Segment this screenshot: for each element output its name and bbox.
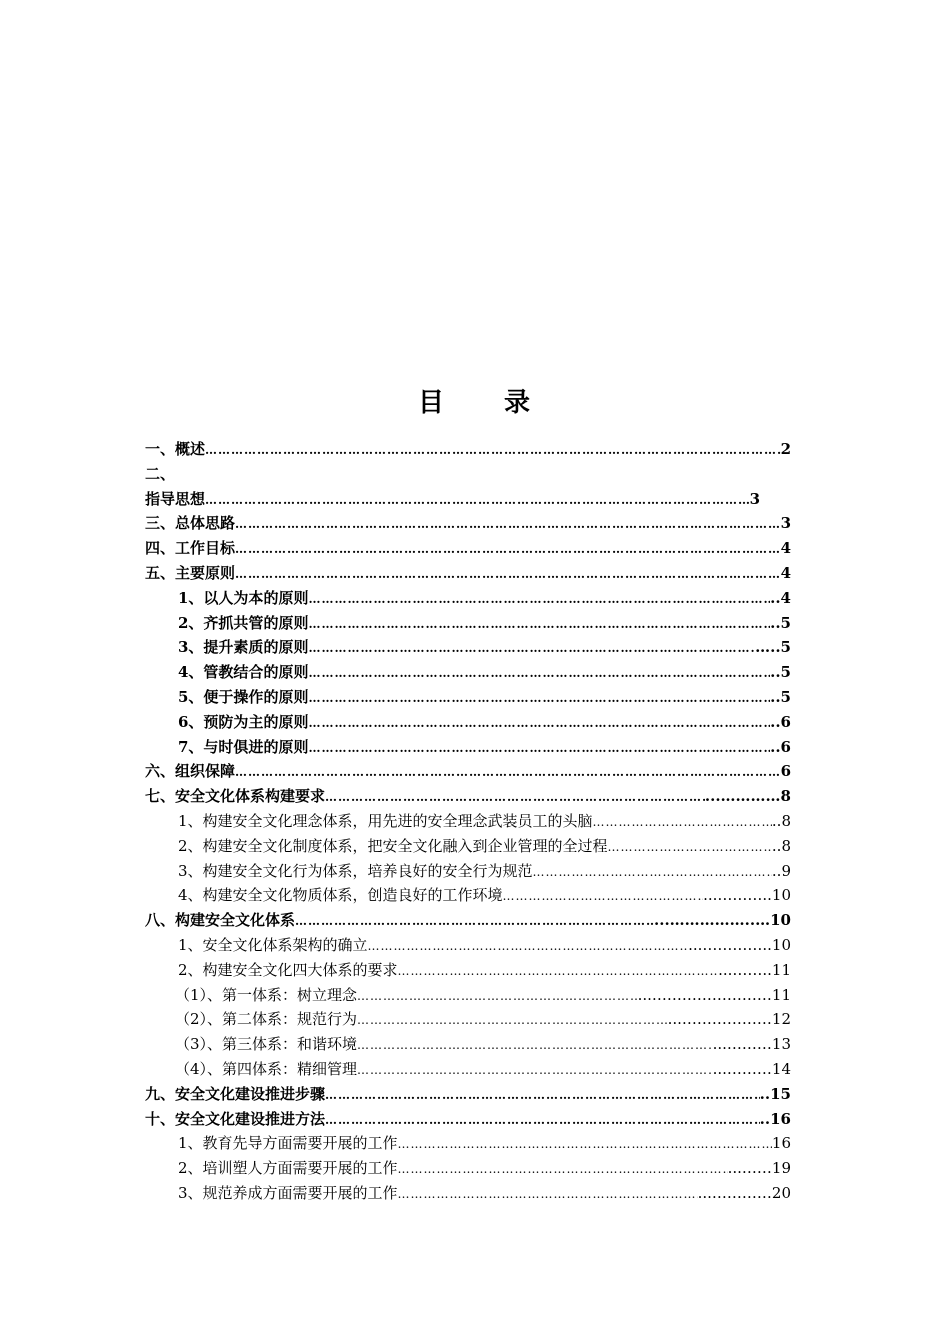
toc-entry-page: ..6 xyxy=(770,712,791,731)
toc-entry-page: ..15 xyxy=(759,1084,791,1103)
toc-entry[interactable] xyxy=(145,933,791,958)
toc-entry[interactable] xyxy=(145,487,760,512)
toc-dot-leader xyxy=(295,909,654,934)
toc-entry[interactable] xyxy=(145,784,791,809)
toc-entry-page: ..9 xyxy=(771,861,791,880)
toc-entry-page: ...…………8 xyxy=(704,787,791,806)
toc-dot-leader xyxy=(205,438,781,463)
toc-entry-page: 6 xyxy=(780,762,791,781)
toc-entry-label: 1、教育先导方面需要开展的工作 xyxy=(178,1134,398,1153)
toc-entry[interactable] xyxy=(145,1181,791,1206)
toc-entry-label: 4、构建安全文化物质体系，创造良好的工作环境 xyxy=(178,886,503,905)
toc-dot-leader xyxy=(357,1058,713,1083)
toc-dot-leader xyxy=(235,562,781,587)
toc-entry[interactable] xyxy=(145,759,791,784)
toc-entry-page: ..5 xyxy=(770,613,791,632)
toc-entry-label: 3、规范养成方面需要开展的工作 xyxy=(178,1183,398,1202)
toc-entry-label: 四、工作目标 xyxy=(145,539,236,558)
toc-entry-page: ..8 xyxy=(771,811,791,830)
toc-entry[interactable] xyxy=(145,511,791,536)
toc-entry-page: ...………………12 xyxy=(667,1010,791,1029)
toc-entry-page: ..16 xyxy=(759,1109,791,1128)
toc-entry-label: 1、以人为本的原则 xyxy=(178,588,309,607)
toc-entry[interactable] xyxy=(145,983,791,1008)
toc-dot-leader xyxy=(357,1033,713,1058)
toc-entry-label: 九、安全文化建设推进步骤 xyxy=(145,1084,326,1103)
toc-dot-leader xyxy=(308,736,770,761)
toc-dot-leader xyxy=(503,884,704,909)
toc-entry-label: 二、 xyxy=(145,464,176,483)
toc-dot-leader xyxy=(308,612,770,637)
toc-entry-label: 2、构建安全文化制度体系，把安全文化融入到企业管理的全过程 xyxy=(178,836,608,855)
toc-dot-leader xyxy=(325,1108,760,1133)
toc-entry-page: ..5 xyxy=(770,663,791,682)
toc-entry-page: ...……………..…10 xyxy=(654,911,791,930)
toc-entry-page: 2 xyxy=(780,440,791,458)
toc-entry[interactable] xyxy=(145,561,791,586)
toc-dot-leader xyxy=(308,636,755,661)
toc-entry[interactable] xyxy=(145,908,791,933)
toc-entry-page: ..5 xyxy=(770,687,791,706)
toc-dot-leader xyxy=(235,537,781,562)
toc-dot-leader xyxy=(398,1157,728,1182)
toc-entry-page: 16 xyxy=(771,1134,791,1153)
toc-dot-leader xyxy=(235,512,781,537)
toc-title-right: 录 xyxy=(504,388,533,418)
toc-dot-leader xyxy=(608,835,772,860)
toc-entry-page: ...……..11 xyxy=(718,960,791,979)
toc-entry-label: 5、便于操作的原则 xyxy=(178,687,309,706)
toc-entry[interactable] xyxy=(145,611,791,636)
toc-entry[interactable] xyxy=(145,1082,791,1107)
toc-dot-leader xyxy=(308,661,770,686)
toc-entry-page: ..6 xyxy=(770,737,791,756)
toc-dot-leader xyxy=(533,860,772,885)
toc-entry-label: 十、安全文化建设推进方法 xyxy=(145,1109,326,1128)
toc-entry[interactable] xyxy=(145,635,791,660)
toc-dot-leader xyxy=(325,785,705,810)
toc-dot-leader xyxy=(205,488,750,513)
toc-entry[interactable] xyxy=(145,958,791,983)
toc-dot-leader xyxy=(308,686,770,711)
toc-entry-page: ...………..10 xyxy=(703,886,791,905)
toc-entry-label: 6、预防为主的原则 xyxy=(178,712,309,731)
toc-entry[interactable] xyxy=(145,859,791,884)
toc-dot-leader xyxy=(235,760,781,785)
toc-entry-label: 7、与时俱进的原则 xyxy=(178,737,309,756)
toc-entry-label: 1、安全文化体系架构的确立 xyxy=(178,935,368,954)
toc-dot-leader xyxy=(398,1132,772,1157)
table-of-contents xyxy=(145,437,791,1206)
toc-entry-label: 2、构建安全文化四大体系的要求 xyxy=(178,960,398,979)
toc-entry-label: （1）、第一体系：树立理念 xyxy=(175,985,358,1004)
toc-entry-label: 2、齐抓共管的原则 xyxy=(178,613,309,632)
toc-entry-page: ...…………..10 xyxy=(688,935,791,954)
toc-entry-label: 指导思想 xyxy=(145,489,206,508)
toc-entry[interactable] xyxy=(145,586,791,611)
toc-dot-leader xyxy=(308,587,770,612)
toc-entry-page: 4 xyxy=(780,539,791,558)
toc-entry[interactable] xyxy=(145,437,791,462)
toc-entry-label: （4）、第四体系：精细管理 xyxy=(175,1059,358,1078)
toc-entry[interactable] xyxy=(145,685,791,710)
toc-entry-label: 4、管教结合的原则 xyxy=(178,663,309,682)
toc-entry-page: …..5 xyxy=(755,638,791,657)
toc-entry-page: ..8 xyxy=(771,836,791,855)
toc-entry-label: 六、组织保障 xyxy=(145,762,236,781)
toc-entry[interactable] xyxy=(145,834,791,859)
toc-entry[interactable] xyxy=(145,883,791,908)
toc-dot-leader xyxy=(593,810,772,835)
toc-entry[interactable] xyxy=(145,735,791,760)
toc-entry-label: 3、构建安全文化行为体系，培养良好的安全行为规范 xyxy=(178,861,533,880)
toc-entry[interactable] xyxy=(145,1156,791,1181)
toc-dot-leader xyxy=(398,959,719,984)
toc-entry-label: 三、总体思路 xyxy=(145,514,236,533)
toc-entry[interactable] xyxy=(145,660,791,685)
toc-entry-label: （2）、第二体系：规范行为 xyxy=(175,1010,358,1029)
toc-entry-page: 3 xyxy=(749,489,760,508)
toc-entry-page: ...……………………11 xyxy=(637,985,791,1004)
toc-entry[interactable] xyxy=(145,1057,791,1082)
toc-entry[interactable] xyxy=(145,1131,791,1156)
toc-entry-label: 五、主要原则 xyxy=(145,563,236,582)
toc-entry-page: 4 xyxy=(780,563,791,582)
toc-entry-label: 一、概述 xyxy=(145,440,206,458)
toc-entry-page: ...…………20 xyxy=(697,1183,791,1202)
toc-entry-page: ...………13 xyxy=(712,1035,791,1054)
toc-dot-leader xyxy=(308,711,770,736)
toc-entry[interactable] xyxy=(145,710,791,735)
toc-entry-page: 3 xyxy=(780,514,791,533)
toc-entry-label: （3）、第三体系：和谐环境 xyxy=(175,1035,358,1054)
toc-dot-leader xyxy=(325,1083,760,1108)
toc-entry[interactable] xyxy=(145,1107,791,1132)
toc-entry[interactable] xyxy=(145,1032,791,1057)
toc-entry-label: 2、培训塑人方面需要开展的工作 xyxy=(178,1159,398,1178)
toc-entry-page: ..4 xyxy=(770,588,791,607)
toc-entry-label: 3、提升素质的原则 xyxy=(178,638,309,657)
toc-dot-leader xyxy=(357,984,638,1009)
toc-entry-label: 八、构建安全文化体系 xyxy=(145,911,296,930)
toc-title xyxy=(0,382,950,419)
toc-dot-leader xyxy=(368,934,689,959)
toc-entry[interactable] xyxy=(145,536,791,561)
toc-entry[interactable] xyxy=(145,1007,791,1032)
toc-entry-page: ...………14 xyxy=(712,1059,791,1078)
toc-entry[interactable] xyxy=(145,462,791,487)
toc-entry-page: ...……19 xyxy=(727,1159,791,1178)
toc-title-left: 目 xyxy=(417,388,446,418)
toc-dot-leader xyxy=(357,1008,668,1033)
toc-entry-label: 1、构建安全文化理念体系，用先进的安全理念武装员工的头脑 xyxy=(178,811,593,830)
toc-dot-leader xyxy=(398,1182,698,1207)
toc-entry[interactable] xyxy=(145,809,791,834)
toc-entry-label: 七、安全文化体系构建要求 xyxy=(145,787,326,806)
